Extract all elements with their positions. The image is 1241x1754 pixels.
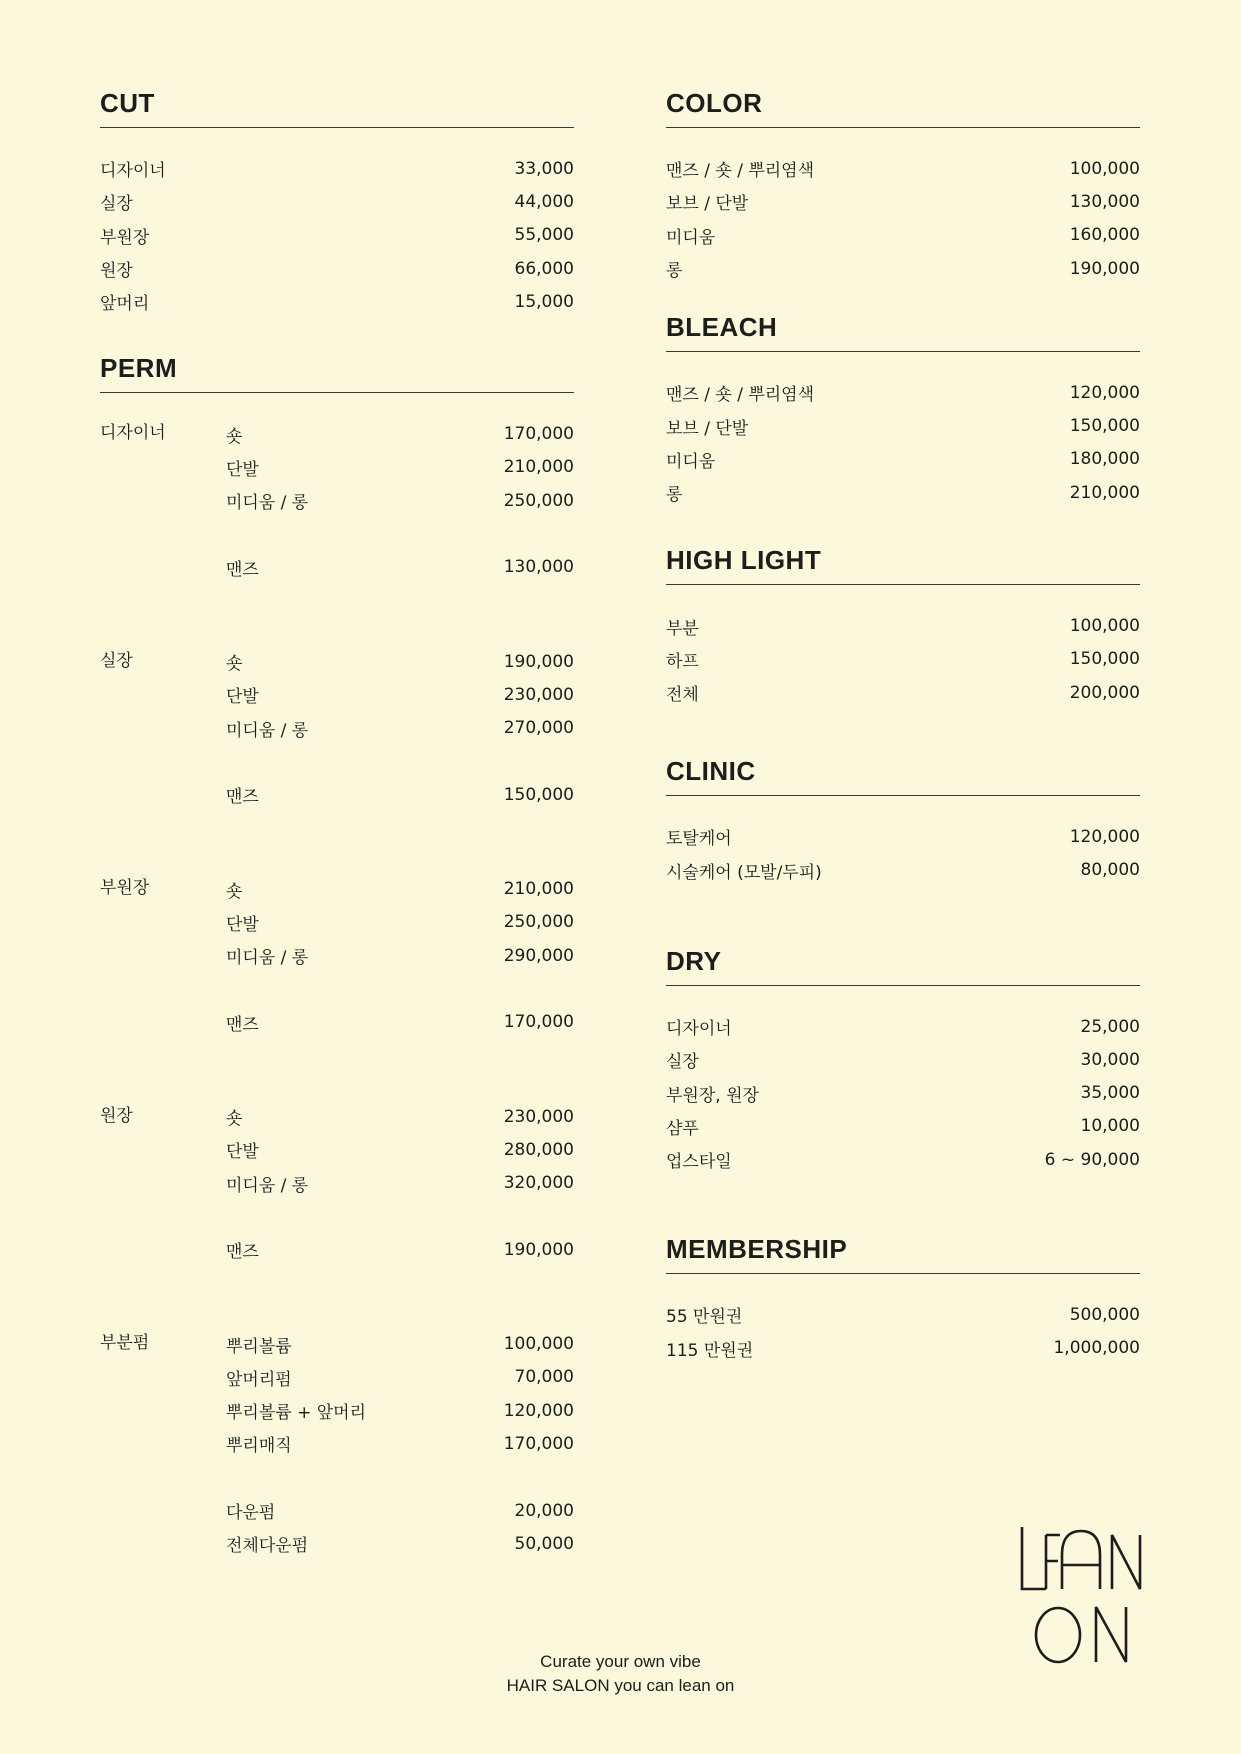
price-row [100, 219, 574, 252]
price-row [226, 417, 574, 450]
item-name: 뿌리매직 [226, 1436, 292, 1457]
item-price: 150,000 [1069, 416, 1140, 437]
spacer [226, 745, 574, 778]
item-price: 230,000 [503, 684, 574, 705]
price-row [100, 185, 574, 218]
price-row [226, 1527, 574, 1560]
perm-group [100, 1327, 574, 1560]
item-price: 210,000 [1069, 482, 1140, 503]
section-title-color: COLOR [666, 87, 1140, 128]
item-name: 단발 [226, 914, 259, 935]
item-name: 디자이너 [666, 1019, 732, 1039]
item-price: 35,000 [1080, 1083, 1140, 1104]
price-row [666, 609, 1140, 642]
dry-list [666, 986, 1140, 1176]
item-name: 실장 [100, 194, 133, 215]
item-price: 66,000 [514, 258, 574, 279]
highlight-section [666, 544, 1140, 709]
item-price: 200,000 [1069, 682, 1140, 703]
group-gap [100, 811, 574, 872]
price-row [666, 219, 1140, 252]
item-price: 30,000 [1080, 1049, 1140, 1070]
perm-items [226, 417, 574, 583]
price-row [226, 1427, 574, 1460]
price-row [666, 1043, 1140, 1076]
item-price: 120,000 [1069, 826, 1140, 847]
price-row [100, 285, 574, 318]
perm-items [226, 1100, 574, 1266]
membership-list [666, 1274, 1140, 1365]
item-name: 업스타일 [666, 1152, 732, 1173]
price-row [666, 820, 1140, 853]
item-price: 120,000 [1069, 382, 1140, 403]
price-row [226, 1233, 574, 1266]
price-row [666, 152, 1140, 185]
dry-section [666, 945, 1140, 1176]
spacer [226, 1461, 574, 1494]
perm-section [100, 352, 574, 1560]
item-price: 55,000 [514, 225, 574, 246]
price-row [666, 252, 1140, 285]
item-name: 숏 [226, 881, 243, 902]
item-price: 33,000 [514, 158, 574, 179]
section-title-clinic: CLINIC [666, 755, 1140, 796]
perm-items [226, 645, 574, 811]
item-name: 보브 / 단발 [666, 418, 749, 439]
price-row [226, 551, 574, 584]
bleach-section [666, 311, 1140, 509]
item-price: 230,000 [503, 1106, 574, 1127]
item-price: 25,000 [1080, 1016, 1140, 1037]
item-name: 시술케어 (모발/두피) [666, 862, 822, 883]
item-name: 숏 [226, 1109, 243, 1130]
item-name: 맨즈 / 숏 / 뿌리염색 [666, 161, 815, 182]
spacer [226, 1200, 574, 1233]
item-name: 숏 [226, 426, 243, 447]
item-price: 6 ~ 90,000 [1044, 1149, 1140, 1170]
item-name: 맨즈 [226, 1014, 259, 1035]
item-name: 미디움 / 롱 [226, 720, 309, 741]
price-row [226, 712, 574, 745]
bleach-list [666, 352, 1140, 509]
perm-group [100, 645, 574, 811]
left-column [100, 87, 574, 1561]
price-row [226, 1133, 574, 1166]
section-title-bleach: BLEACH [666, 311, 1140, 352]
item-name: 맨즈 [226, 559, 259, 580]
item-price: 500,000 [1069, 1304, 1140, 1325]
section-title-highlight: HIGH LIGHT [666, 544, 1140, 585]
spacer [226, 517, 574, 550]
price-row [666, 1332, 1140, 1365]
item-name: 원장 [100, 261, 133, 282]
color-list [666, 128, 1140, 285]
price-row [226, 872, 574, 905]
perm-items [226, 872, 574, 1038]
item-price: 270,000 [503, 718, 574, 739]
price-row [226, 1006, 574, 1039]
price-row [666, 1010, 1140, 1043]
item-price: 80,000 [1080, 860, 1140, 881]
item-price: 15,000 [514, 291, 574, 312]
item-name: 단발 [226, 459, 259, 480]
perm-list [100, 393, 574, 1560]
price-row [226, 1361, 574, 1394]
footer-tagline [0, 1650, 1241, 1698]
item-price: 100,000 [1069, 616, 1140, 637]
item-name: 부분 [666, 618, 699, 639]
section-title-dry: DRY [666, 945, 1140, 986]
item-price: 280,000 [503, 1139, 574, 1160]
perm-level-label: 디자이너 [100, 423, 166, 444]
lean-on-logo [1016, 1525, 1150, 1665]
item-name: 숏 [226, 654, 243, 675]
price-row [226, 1494, 574, 1527]
item-price: 210,000 [503, 457, 574, 478]
section-title-perm: PERM [100, 352, 574, 393]
price-row [226, 939, 574, 972]
clinic-section [666, 755, 1140, 887]
item-name: 뿌리볼륨 [226, 1336, 292, 1357]
cut-section [100, 87, 574, 318]
clinic-list [666, 796, 1140, 887]
item-name: 전체 [666, 685, 699, 706]
price-row [666, 676, 1140, 709]
item-name: 미디움 [666, 451, 716, 472]
item-name: 롱 [666, 485, 683, 506]
item-name: 앞머리 [100, 294, 150, 315]
item-price: 70,000 [514, 1367, 574, 1388]
price-row [100, 152, 574, 185]
price-row [666, 1076, 1140, 1109]
item-price: 250,000 [503, 912, 574, 933]
price-row [666, 443, 1140, 476]
item-name: 미디움 / 롱 [226, 493, 309, 514]
price-row [226, 451, 574, 484]
item-price: 44,000 [514, 191, 574, 212]
item-name: 실장 [666, 1052, 699, 1073]
item-price: 320,000 [503, 1173, 574, 1194]
perm-level-label: 원장 [100, 1105, 133, 1126]
item-name: 부원장 [100, 227, 150, 248]
price-row [666, 1110, 1140, 1143]
perm-items [226, 1327, 574, 1560]
perm-level-label: 부분펌 [100, 1333, 150, 1354]
section-title-cut: CUT [100, 87, 574, 128]
spacer [226, 972, 574, 1005]
price-row [100, 252, 574, 285]
item-price: 20,000 [514, 1500, 574, 1521]
cut-list [100, 128, 574, 318]
item-price: 100,000 [503, 1334, 574, 1355]
price-row [226, 645, 574, 678]
item-price: 190,000 [503, 1239, 574, 1260]
right-column [666, 87, 1140, 1365]
item-price: 170,000 [503, 424, 574, 445]
item-price: 210,000 [503, 879, 574, 900]
item-name: 롱 [666, 261, 683, 282]
item-price: 160,000 [1069, 225, 1140, 246]
item-name: 전체다운펌 [226, 1536, 309, 1557]
item-name: 다운펌 [226, 1503, 276, 1524]
item-name: 단발 [226, 687, 259, 708]
item-name: 단발 [226, 1142, 259, 1163]
price-row [226, 1327, 574, 1360]
perm-group [100, 1100, 574, 1266]
item-name: 맨즈 [226, 1242, 259, 1263]
item-price: 100,000 [1069, 158, 1140, 179]
group-gap [100, 1039, 574, 1100]
item-price: 50,000 [514, 1533, 574, 1554]
tagline-line-1: Curate your own vibe [540, 1652, 701, 1671]
item-name: 55 만원권 [666, 1307, 743, 1328]
item-name: 맨즈 [226, 787, 259, 808]
item-name: 앞머리펌 [226, 1369, 292, 1390]
perm-group [100, 872, 574, 1038]
price-row [666, 1298, 1140, 1331]
item-name: 미디움 / 롱 [226, 1175, 309, 1196]
item-name: 토탈케어 [666, 829, 732, 850]
price-row [226, 1100, 574, 1133]
item-price: 130,000 [503, 557, 574, 578]
item-price: 10,000 [1080, 1116, 1140, 1137]
price-row [666, 185, 1140, 218]
item-name: 보브 / 단발 [666, 194, 749, 215]
price-row [666, 409, 1140, 442]
price-row [666, 854, 1140, 887]
item-name: 미디움 / 롱 [226, 948, 309, 969]
item-price: 180,000 [1069, 449, 1140, 470]
item-price: 150,000 [1069, 649, 1140, 670]
price-row [226, 778, 574, 811]
item-price: 130,000 [1069, 191, 1140, 212]
tagline-line-2: HAIR SALON you can lean on [506, 1676, 735, 1695]
item-price: 1,000,000 [1053, 1338, 1140, 1359]
item-name: 부원장, 원장 [666, 1085, 759, 1106]
membership-section [666, 1233, 1140, 1365]
item-price: 170,000 [503, 1433, 574, 1454]
item-name: 샴푸 [666, 1118, 699, 1139]
price-row [666, 1143, 1140, 1176]
color-section [666, 87, 1140, 285]
item-price: 190,000 [1069, 258, 1140, 279]
perm-group [100, 417, 574, 583]
item-price: 120,000 [503, 1400, 574, 1421]
price-row [666, 476, 1140, 509]
price-row [226, 1167, 574, 1200]
item-name: 미디움 [666, 227, 716, 248]
group-gap [100, 584, 574, 645]
item-price: 190,000 [503, 651, 574, 672]
item-price: 290,000 [503, 945, 574, 966]
item-name: 디자이너 [100, 161, 166, 182]
price-row [226, 484, 574, 517]
item-name: 115 만원권 [666, 1340, 754, 1361]
perm-level-label: 부원장 [100, 878, 150, 899]
item-name: 뿌리볼륨 + 앞머리 [226, 1403, 367, 1424]
perm-level-label: 실장 [100, 650, 133, 671]
item-price: 170,000 [503, 1012, 574, 1033]
item-price: 150,000 [503, 784, 574, 805]
item-name: 하프 [666, 651, 699, 672]
price-row [666, 376, 1140, 409]
item-price: 250,000 [503, 490, 574, 511]
price-row [226, 678, 574, 711]
price-row [666, 643, 1140, 676]
item-name: 맨즈 / 숏 / 뿌리염색 [666, 385, 815, 406]
group-gap [100, 1266, 574, 1327]
price-row [226, 1394, 574, 1427]
section-title-membership: MEMBERSHIP [666, 1233, 1140, 1274]
highlight-list [666, 585, 1140, 709]
price-row [226, 906, 574, 939]
